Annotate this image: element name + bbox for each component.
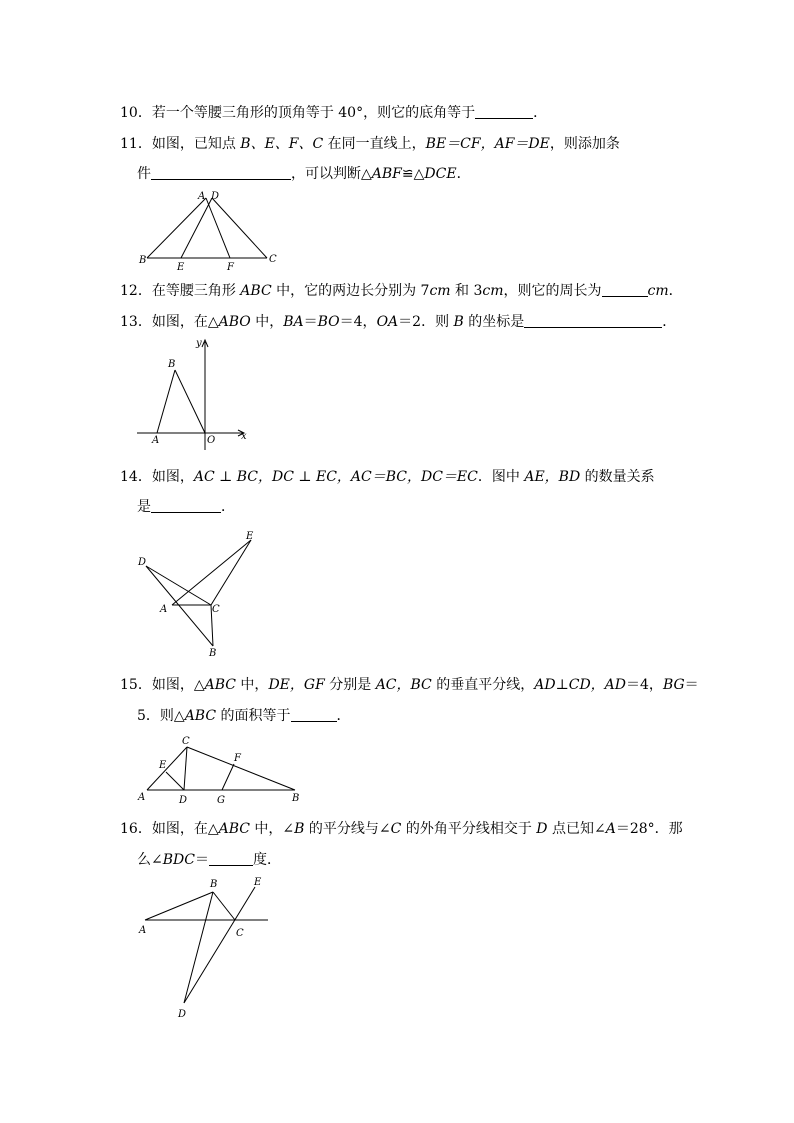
- segment-ab: [157, 370, 175, 433]
- label-d: D: [211, 191, 220, 202]
- answer-blank[interactable]: [524, 313, 662, 328]
- question-13: 13．如图，在△ABO 中，BA＝BO＝4，OA＝2．则 B 的坐标是 ．: [120, 314, 677, 330]
- question-14-line-2: 是 ．: [137, 499, 235, 515]
- figure-q13: [135, 338, 255, 448]
- label-b: B: [139, 255, 147, 266]
- label-d: D: [179, 795, 188, 806]
- segment-bd: [184, 892, 213, 1003]
- label-b: B: [210, 879, 218, 890]
- answer-blank[interactable]: [475, 104, 533, 119]
- segment-db: [146, 566, 213, 646]
- label-f: F: [227, 262, 234, 273]
- label-e: E: [177, 262, 185, 273]
- label-f: F: [234, 753, 241, 764]
- segment-bo: [175, 370, 205, 433]
- question-11-line-2: 件 ，可以判断△ABF≌△DCE．: [137, 166, 471, 182]
- question-12: 12．在等腰三角形 ABC 中，它的两边长分别为 7cm 和 3cm，则它的周长为 cm．: [120, 283, 683, 299]
- segment-ae: [172, 540, 251, 605]
- label-e: E: [246, 531, 254, 542]
- segment-bc: [213, 892, 235, 920]
- segment-ac: [147, 747, 187, 790]
- figure-q11: [135, 188, 285, 278]
- figure-q16: [135, 872, 280, 1022]
- question-11-line-1: 11．如图，已知点 B、E、F、C 在同一直线上，BE＝CF，AF＝DE，则添加条: [120, 136, 620, 152]
- answer-blank[interactable]: [151, 165, 291, 180]
- label-x: x: [241, 431, 247, 442]
- question-number: 12．: [120, 283, 152, 299]
- label-g: G: [217, 795, 225, 806]
- answer-blank[interactable]: [291, 707, 337, 722]
- label-b: B: [209, 648, 217, 659]
- figure-q14: [135, 528, 265, 658]
- question-number: 15．: [120, 677, 152, 693]
- label-a: A: [138, 792, 146, 803]
- question-10: 10．若一个等腰三角形的顶角等于 40°，则它的底角等于 ．: [120, 105, 548, 121]
- segment-de: [184, 887, 255, 1003]
- question-15-line-1: 15．如图，△ABC 中，DE，GF 分别是 AC，BC 的垂直平分线，AD⊥CD，AD＝4，BG＝: [120, 677, 699, 693]
- question-15-line-2: 5．则△ABC 的面积等于 ．: [137, 708, 351, 724]
- segment-ec: [211, 540, 251, 605]
- answer-blank[interactable]: [602, 282, 648, 297]
- segment-dc: [212, 198, 267, 258]
- label-b: B: [168, 359, 176, 370]
- label-d: D: [178, 1009, 187, 1020]
- question-text: 若一个等腰三角形的顶角等于 40°，则它的底角等于: [151, 105, 476, 121]
- segment-ba: [147, 198, 206, 258]
- segment-af: [206, 198, 230, 258]
- label-o: O: [207, 435, 216, 446]
- label-e: E: [159, 760, 167, 771]
- question-14-line-1: 14．如图，AC ⊥ BC，DC ⊥ EC，AC＝BC，DC＝EC．图中 AE，BD 的数量关系: [120, 469, 655, 485]
- label-d: D: [138, 557, 147, 568]
- segment-ab: [145, 892, 213, 920]
- label-b: B: [292, 793, 300, 804]
- label-a: A: [152, 435, 160, 446]
- segment-ed: [166, 772, 184, 790]
- label-c: C: [182, 736, 190, 747]
- label-y: y: [196, 338, 202, 349]
- label-e: E: [254, 877, 262, 888]
- label-a: A: [198, 191, 206, 202]
- label-a: A: [160, 604, 168, 615]
- segment-gf: [222, 764, 234, 790]
- label-a: A: [139, 925, 147, 936]
- answer-blank[interactable]: [151, 498, 221, 513]
- question-16-line-1: 16．如图，在△ABC 中，∠B 的平分线与∠C 的外角平分线相交于 D 点已知∠A＝28°．那: [120, 821, 683, 837]
- label-c: C: [269, 254, 277, 265]
- figure-q15: [135, 733, 310, 808]
- label-c: C: [236, 928, 244, 939]
- question-16-line-2: 么∠BDC＝ 度．: [137, 852, 281, 868]
- answer-blank[interactable]: [209, 851, 253, 866]
- segment-cb: [187, 747, 295, 790]
- question-number: 10．: [120, 105, 152, 121]
- question-number: 13．: [120, 314, 152, 330]
- question-number: 14．: [120, 469, 152, 485]
- segment-cd: [184, 747, 187, 790]
- label-c: C: [212, 604, 220, 615]
- question-number: 11．: [120, 136, 152, 152]
- question-number: 16．: [120, 821, 152, 837]
